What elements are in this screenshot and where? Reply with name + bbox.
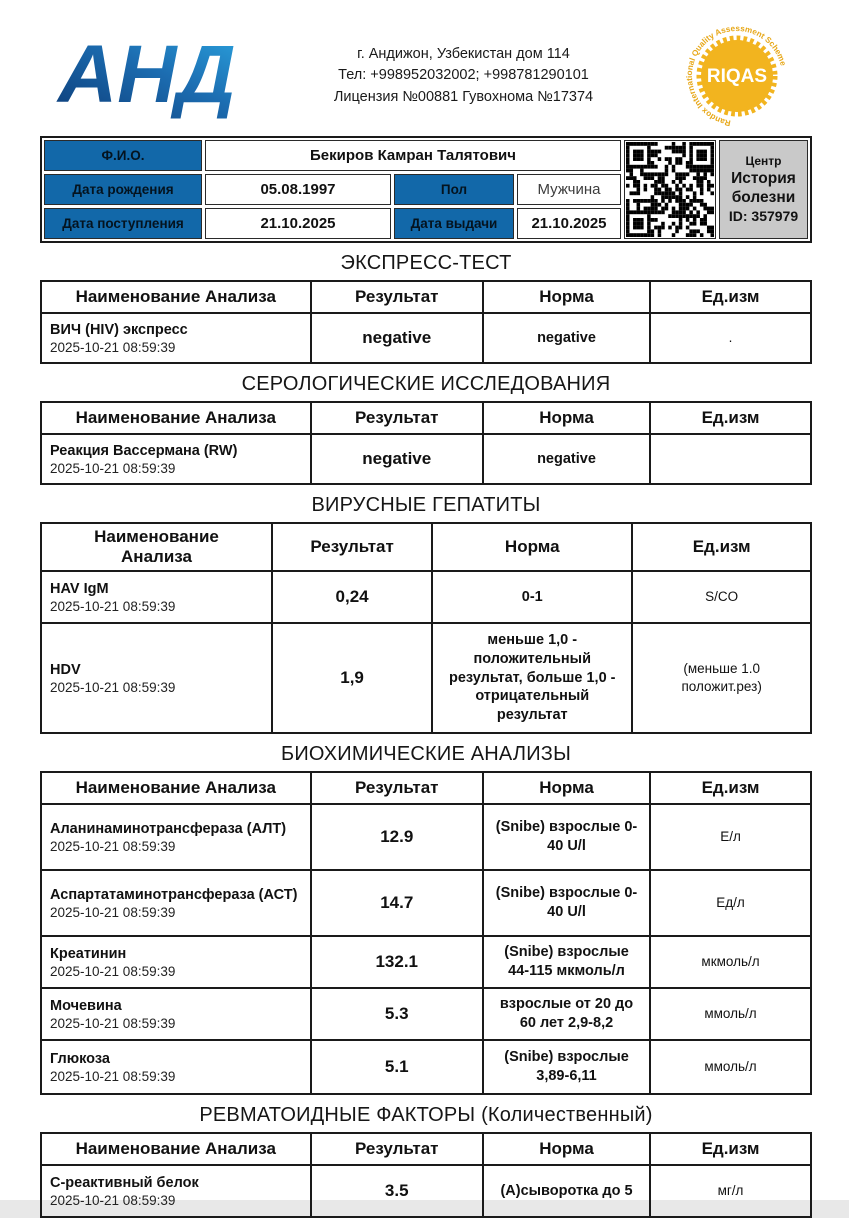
- admission-date-value: 21.10.2025: [205, 208, 391, 239]
- analysis-name-cell: [41, 571, 272, 623]
- norm-cell: negative: [483, 434, 650, 484]
- unit-cell: (меньше 1.0 положит.рез): [632, 623, 811, 733]
- col-header-norm: Норма: [432, 523, 632, 571]
- analysis-name-cell: [41, 804, 311, 870]
- analysis-date: 2025-10-21 08:59:39: [50, 905, 176, 921]
- section-title-express-test: ЭКСПРЕСС-ТЕСТ: [340, 252, 512, 274]
- analysis-date: 2025-10-21 08:59:39: [50, 340, 176, 356]
- analysis-name: ВИЧ (HIV) экспресс: [50, 321, 188, 338]
- analysis-name: Глюкоза: [50, 1050, 110, 1067]
- norm-cell: (Snibe) взрослые 44-115 мкмоль/л: [483, 936, 650, 988]
- analysis-date: 2025-10-21 08:59:39: [50, 680, 176, 696]
- col-header-name: Наименование Анализа: [41, 772, 311, 804]
- norm-cell: negative: [483, 313, 650, 363]
- analysis-date: 2025-10-21 08:59:39: [50, 599, 176, 615]
- col-header-name: Наименование Анализа: [41, 281, 311, 313]
- col-header-norm: Норма: [483, 281, 650, 313]
- issue-date-label: Дата выдачи: [394, 208, 514, 239]
- result-cell: 132.1: [311, 936, 483, 988]
- admission-date-label: Дата поступления: [44, 208, 202, 239]
- birth-date-label: Дата рождения: [44, 174, 202, 205]
- result-cell: 3.5: [311, 1165, 483, 1217]
- unit-cell: мкмоль/л: [650, 936, 811, 988]
- result-cell: 12.9: [311, 804, 483, 870]
- riqas-badge: [662, 24, 812, 128]
- serology-table: [40, 401, 812, 485]
- table-header-row: [41, 1133, 811, 1165]
- table-row: [41, 434, 811, 484]
- table-header-row: [41, 281, 811, 313]
- col-header-norm: Норма: [483, 772, 650, 804]
- history-card: [719, 140, 808, 239]
- clinic-logo-text: АНД: [58, 28, 236, 120]
- col-header-result: Результат: [272, 523, 432, 571]
- hepatitis-table: [40, 522, 812, 734]
- table-row: [41, 804, 811, 870]
- norm-cell: (Snibe) взрослые 3,89-6,11: [483, 1040, 650, 1094]
- norm-cell: меньше 1,0 - положительный результат, больше 1,0 - отрицательный результат: [432, 623, 632, 733]
- result-cell: 5.1: [311, 1040, 483, 1094]
- result-cell: 1,9: [272, 623, 432, 733]
- analysis-name-cell: [41, 1165, 311, 1217]
- analysis-name-cell: [41, 1040, 311, 1094]
- table-row: [41, 1040, 811, 1094]
- table-row: [41, 936, 811, 988]
- section-title-serology: СЕРОЛОГИЧЕСКИЕ ИССЛЕДОВАНИЯ: [241, 373, 611, 395]
- col-header-unit: Ед.изм: [650, 1133, 811, 1165]
- section-title-biochemistry: БИОХИМИЧЕСКИЕ АНАЛИЗЫ: [281, 743, 571, 765]
- analysis-date: 2025-10-21 08:59:39: [50, 964, 176, 980]
- analysis-date: 2025-10-21 08:59:39: [50, 1193, 176, 1209]
- license-line: Лицензия №00881 Гувохнома №17374: [333, 88, 594, 105]
- col-header-name: Наименование Анализа: [41, 402, 311, 434]
- table-row: [41, 313, 811, 363]
- table-row: [41, 571, 811, 623]
- patient-info-table: [40, 136, 812, 243]
- norm-cell: (Snibe) взрослые 0-40 U/l: [483, 804, 650, 870]
- norm-cell: (А)сыворотка до 5: [483, 1165, 650, 1217]
- table-header-row: [41, 772, 811, 804]
- analysis-name-cell: [41, 988, 311, 1040]
- analysis-name: С-реактивный белок: [50, 1174, 199, 1191]
- analysis-name: Аланинаминотрансфераза (АЛТ): [50, 820, 287, 837]
- issue-date-value: 21.10.2025: [517, 208, 621, 239]
- unit-cell: Ед/л: [650, 870, 811, 936]
- sex-label: Пол: [394, 174, 514, 205]
- analysis-date: 2025-10-21 08:59:39: [50, 461, 176, 477]
- clinic-logo-icon: [40, 26, 255, 122]
- analysis-name-cell: [41, 313, 311, 363]
- col-header-name: Наименование Анализа: [41, 523, 272, 571]
- result-cell: 5.3: [311, 988, 483, 1040]
- analysis-name: Мочевина: [50, 997, 122, 1014]
- norm-cell: (Snibe) взрослые 0-40 U/l: [483, 870, 650, 936]
- analysis-date: 2025-10-21 08:59:39: [50, 1069, 176, 1085]
- col-header-unit: Ед.изм: [632, 523, 811, 571]
- result-cell: negative: [311, 434, 483, 484]
- analysis-date: 2025-10-21 08:59:39: [50, 1016, 176, 1032]
- unit-cell: S/CO: [632, 571, 811, 623]
- section-title-rheumatoid: РЕВМАТОИДНЫЕ ФАКТОРЫ (Количественный): [199, 1104, 653, 1126]
- result-cell: 14.7: [311, 870, 483, 936]
- unit-cell: [650, 434, 811, 484]
- result-cell: 0,24: [272, 571, 432, 623]
- riqas-ring-text: Randox International Quality Assessment Scheme: [684, 24, 788, 128]
- analysis-name: HDV: [50, 661, 81, 678]
- analysis-name: Аспартатаминотрансфераза (АСТ): [50, 886, 298, 903]
- table-row: [41, 870, 811, 936]
- phone-line: Тел: +998952032002; +998781290101: [338, 67, 589, 84]
- table-row: [41, 988, 811, 1040]
- analysis-date: 2025-10-21 08:59:39: [50, 839, 176, 855]
- clinic-address-block: [265, 44, 662, 107]
- birth-date-value: 05.08.1997: [205, 174, 391, 205]
- riqas-center-text: RIQAS: [706, 66, 768, 87]
- history-card-line: болезни: [731, 189, 796, 207]
- sex-value: Мужчина: [517, 174, 621, 205]
- norm-cell: 0-1: [432, 571, 632, 623]
- col-header-result: Результат: [311, 772, 483, 804]
- analysis-name-cell: [41, 623, 272, 733]
- col-header-result: Результат: [311, 402, 483, 434]
- table-header-row: [41, 402, 811, 434]
- unit-cell: мг/л: [650, 1165, 811, 1217]
- history-card-line: История: [731, 169, 796, 187]
- unit-cell: Е/л: [650, 804, 811, 870]
- analysis-name-cell: [41, 870, 311, 936]
- col-header-unit: Ед.изм: [650, 772, 811, 804]
- fio-label: Ф.И.О.: [44, 140, 202, 171]
- unit-cell: .: [650, 313, 811, 363]
- report-header: [40, 26, 812, 126]
- analysis-name: Реакция Вассермана (RW): [50, 442, 238, 459]
- table-row: [41, 623, 811, 733]
- qr-code: [624, 140, 716, 239]
- history-card-id: ID: 357979: [728, 207, 799, 224]
- table-header-row: [41, 523, 811, 571]
- analysis-name: Креатинин: [50, 945, 127, 962]
- col-header-result: Результат: [311, 1133, 483, 1165]
- rheumatoid-table: [40, 1132, 812, 1218]
- analysis-name: HAV IgM: [50, 580, 109, 597]
- history-card-line: Центр: [745, 153, 782, 168]
- col-header-norm: Норма: [483, 1133, 650, 1165]
- col-header-unit: Ед.изм: [650, 402, 811, 434]
- express-test-table: [40, 280, 812, 364]
- fio-value: Бекиров Камран Талятович: [205, 140, 621, 171]
- riqas-seal-icon: [673, 24, 801, 128]
- biochemistry-table: [40, 771, 812, 1095]
- section-title-hepatitis: ВИРУСНЫЕ ГЕПАТИТЫ: [311, 494, 541, 516]
- unit-cell: ммоль/л: [650, 1040, 811, 1094]
- norm-cell: взрослые от 20 до 60 лет 2,9-8,2: [483, 988, 650, 1040]
- col-header-unit: Ед.изм: [650, 281, 811, 313]
- col-header-result: Результат: [311, 281, 483, 313]
- col-header-name: Наименование Анализа: [41, 1133, 311, 1165]
- address-line: г. Андижон, Узбекистан дом 114: [357, 46, 570, 63]
- clinic-logo: [40, 26, 265, 127]
- analysis-name-cell: [41, 936, 311, 988]
- result-cell: negative: [311, 313, 483, 363]
- analysis-name-cell: [41, 434, 311, 484]
- unit-cell: ммоль/л: [650, 988, 811, 1040]
- table-row: [41, 1165, 811, 1217]
- col-header-norm: Норма: [483, 402, 650, 434]
